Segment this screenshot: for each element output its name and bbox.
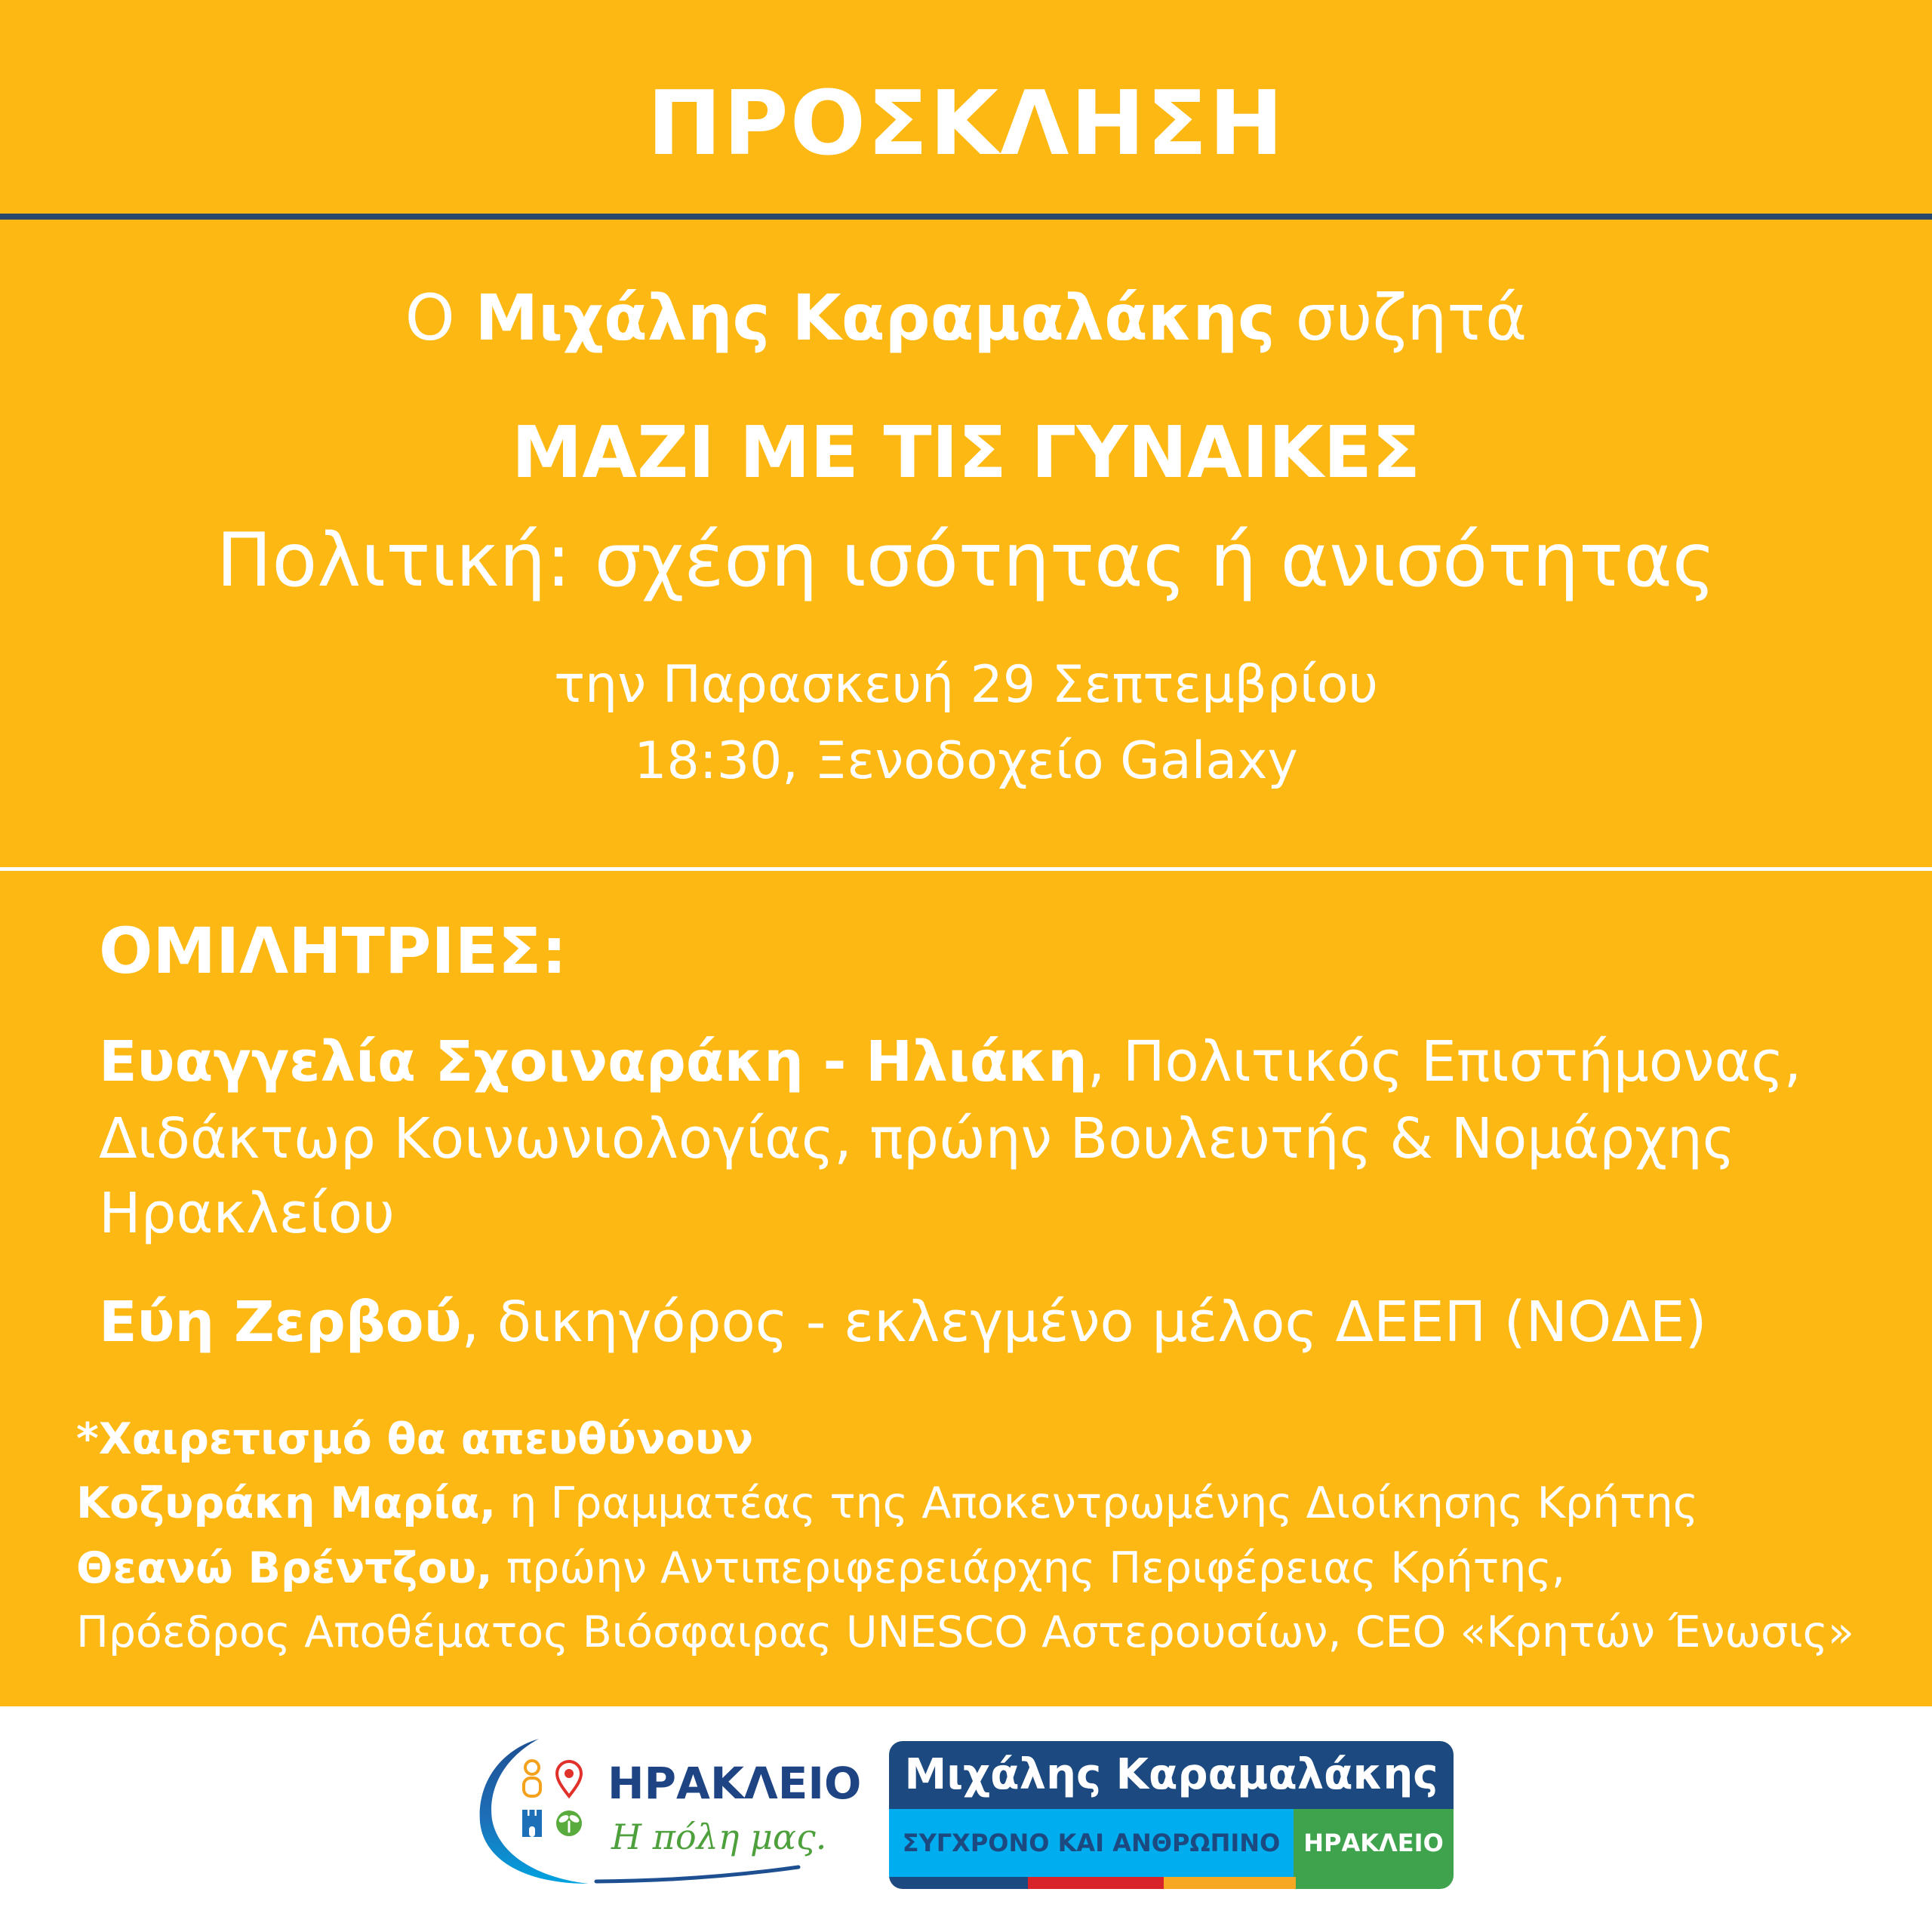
speaker-1-title: , Πολιτικός Επιστήμονας, [1087,1029,1802,1094]
speaker-1-line-3: Ηρακλείου [99,1181,395,1246]
section-divider [0,867,1932,871]
candidate-logo-highlight: ΗΡΑΚΛΕΙΟ [1303,1829,1444,1857]
speaker-2-line-1 [99,1286,1706,1358]
candidate-logo-highlight-band [1294,1809,1454,1877]
speakers-heading: ΟΜΙΛΗΤΡΙΕΣ: [99,914,568,988]
candidate-logo [889,1741,1454,1889]
speaker-1-name: Ευαγγελία Σχοιναράκη - Ηλιάκη [99,1029,1088,1094]
intro-suffix: συζητά [1295,281,1527,355]
greeting-2-line-2: Πρόεδρος Αποθέματος Βιόσφαιρας UNESCO Αστερουσίων, CEO «Κρητών Ένωσις» [76,1607,1854,1657]
stripe-segment-red [1028,1877,1164,1889]
location-pin-icon [557,1761,581,1796]
greeting-2-title: πρώην Αντιπεριφερειάρχης Περιφέρειας Κρήτης, [506,1543,1565,1593]
greeting-1-name: Κοζυράκη Μαρία, [76,1478,497,1528]
intro-prefix: Ο [405,281,455,355]
speaker-2-title: , δικηγόρος - εκλεγμένο μέλος ΔΕΕΠ (ΝΟΔΕ) [461,1290,1707,1355]
candidate-logo-color-stripe [889,1877,1454,1889]
municipality-logo-slogan: Η πόλη μας. [611,1817,827,1857]
swoosh-underline [596,1867,798,1881]
event-date: την Παρασκευή 29 Σεπτεμβρίου [554,655,1378,715]
tower-icon [522,1810,542,1837]
host-name: Μιχάλης Καραμαλάκης [475,281,1275,355]
candidate-logo-tagline-row [889,1809,1454,1877]
greeting-2-line-1 [76,1540,1565,1597]
event-intro-line [0,280,1932,355]
greetings-heading: *Χαιρετισμό θα απευθύνουν [76,1414,754,1464]
candidate-logo-name: Μιχάλης Καραμαλάκης [904,1750,1438,1799]
stripe-segment-navy [889,1877,1028,1889]
event-subtitle: Πολιτική: σχέση ισότητας ή ανισότητας [216,518,1716,604]
speaker-2-name: Εύη Ζερβού [99,1290,462,1355]
poster-title: ΠΡΟΣΚΛΗΣΗ [647,71,1285,175]
sprout-icon [556,1810,582,1836]
stripe-segment-green [1296,1877,1454,1889]
municipality-logo-name: ΗΡΑΚΛΕΙΟ [608,1758,862,1809]
person-icon [524,1761,540,1796]
event-time-venue: 18:30, Ξενοδοχείο Galaxy [634,731,1298,791]
header-divider [0,214,1932,220]
speaker-1-line-1 [99,1026,1801,1098]
candidate-logo-tagline-band [889,1809,1294,1877]
greeting-2-name: Θεανώ Βρέντζου, [76,1543,493,1593]
greeting-1-title: η Γραμματέας της Αποκεντρωμένης Διοίκησης Κρήτης [509,1478,1699,1528]
event-headline: ΜΑΖΙ ΜΕ ΤΙΣ ΓΥΝΑΙΚΕΣ [511,412,1421,494]
stripe-segment-orange [1164,1877,1296,1889]
candidate-logo-name-band [889,1741,1454,1809]
greeting-1-line-1 [76,1475,1698,1532]
candidate-logo-tagline: ΣΥΓΧΡΟΝΟ ΚΑΙ ΑΝΘΡΩΠΙΝΟ [902,1829,1281,1857]
speaker-1-line-2: Διδάκτωρ Κοινωνιολογίας, πρώην Βουλευτής & Νομάρχης [99,1106,1736,1171]
